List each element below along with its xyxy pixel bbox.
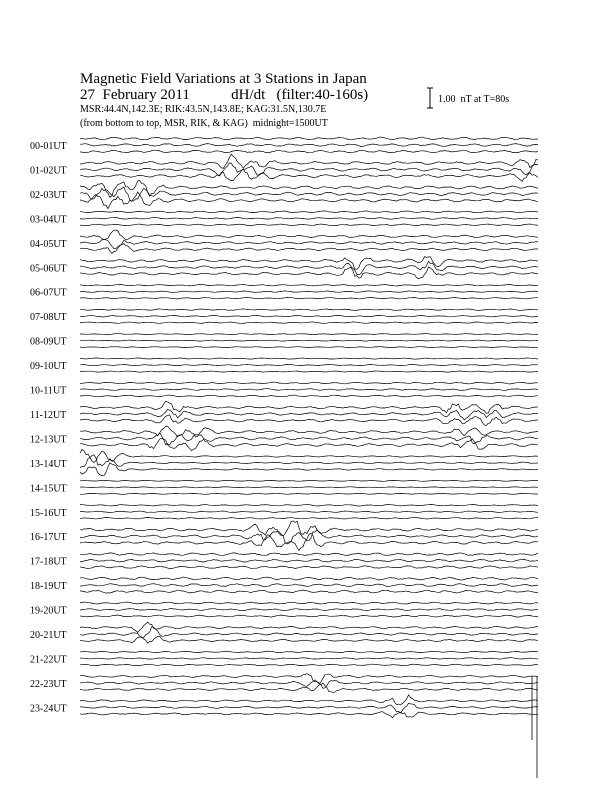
row-label: 21-22UT — [30, 654, 67, 666]
station-trace — [80, 409, 538, 420]
row-label: 01-02UT — [30, 165, 67, 177]
station-trace — [80, 449, 538, 462]
chart-title: Magnetic Field Variations at 3 Stations in Japan — [80, 71, 367, 87]
station-trace — [80, 315, 538, 317]
station-trace — [80, 285, 538, 287]
station-trace — [80, 553, 538, 556]
station-trace — [80, 340, 538, 341]
station-trace — [80, 609, 538, 611]
station-trace — [80, 291, 538, 293]
station-trace — [80, 163, 538, 176]
station-trace — [80, 395, 538, 397]
station-trace — [80, 511, 538, 513]
station-trace — [80, 559, 538, 562]
row-label: 13-14UT — [30, 458, 67, 470]
station-trace — [80, 438, 538, 450]
row-label: 19-20UT — [30, 605, 67, 617]
station-trace — [80, 154, 538, 168]
station-trace — [80, 144, 538, 147]
station-trace — [80, 382, 538, 384]
station-trace — [80, 371, 538, 372]
station-trace — [80, 615, 538, 617]
station-trace — [80, 590, 538, 593]
row-label: 12-13UT — [30, 434, 67, 446]
station-trace — [80, 211, 538, 213]
row-label: 00-01UT — [30, 141, 67, 152]
row-label: 03-04UT — [30, 214, 67, 226]
station-trace — [80, 584, 538, 587]
row-label: 05-06UT — [30, 263, 67, 275]
station-trace — [80, 334, 538, 335]
scale-bar-label: 1.00 nT at T=80s — [438, 94, 510, 105]
station-trace — [80, 267, 538, 279]
row-label: 09-10UT — [30, 361, 67, 373]
station-trace — [80, 180, 538, 197]
station-trace — [80, 364, 538, 365]
station-trace — [80, 664, 538, 666]
station-trace — [80, 622, 538, 632]
station-coordinates: MSR:44.4N,142.3E; RIK:43.5N,143.8E; KAG:31.5N,130.7E — [80, 104, 327, 115]
station-trace — [80, 505, 538, 507]
station-trace — [80, 433, 538, 445]
row-label: 17-18UT — [30, 556, 67, 568]
station-trace — [80, 651, 538, 653]
station-trace — [80, 389, 538, 391]
station-trace — [80, 426, 538, 437]
station-trace — [80, 695, 538, 705]
chart-date-and-quantity: 27 February 2011 dH/dt (filter:40-160s) — [80, 87, 369, 103]
station-trace — [80, 150, 538, 153]
station-trace — [80, 298, 538, 299]
station-trace — [80, 187, 538, 201]
station-trace — [80, 566, 538, 569]
station-trace — [80, 415, 538, 426]
station-trace — [80, 230, 538, 240]
station-trace — [80, 658, 538, 660]
station-trace — [80, 347, 538, 348]
station-trace — [80, 487, 538, 488]
station-trace — [80, 602, 538, 604]
station-trace — [80, 680, 538, 688]
station-trace — [80, 358, 538, 359]
station-trace — [80, 401, 538, 413]
station-trace — [80, 480, 538, 481]
station-trace — [80, 224, 538, 226]
station-trace — [80, 712, 538, 718]
row-label: 10-11UT — [30, 385, 67, 397]
station-trace — [80, 240, 538, 249]
station-trace — [80, 309, 538, 311]
station-order-note: (from bottom to top, MSR, RIK, & KAG) midnight=1500UT — [80, 118, 328, 129]
station-trace — [80, 674, 538, 684]
station-trace — [80, 322, 538, 324]
station-trace — [80, 463, 538, 476]
station-trace — [80, 137, 538, 140]
station-trace — [80, 577, 538, 580]
row-label: 20-21UT — [30, 630, 67, 641]
station-trace — [80, 521, 538, 536]
row-label: 15-16UT — [30, 507, 67, 519]
row-label: 23-24UT — [30, 703, 67, 715]
station-trace — [80, 218, 538, 220]
station-trace — [80, 493, 538, 494]
station-trace — [80, 636, 538, 643]
row-label: 14-15UT — [30, 483, 67, 495]
row-label: 22-23UT — [30, 678, 67, 690]
station-trace — [80, 244, 538, 254]
row-label: 16-17UT — [30, 532, 67, 544]
row-label: 07-08UT — [30, 312, 67, 324]
station-trace — [80, 703, 538, 713]
station-trace — [80, 169, 538, 181]
row-label: 11-12UT — [30, 409, 67, 421]
row-label: 08-09UT — [30, 336, 67, 348]
row-label: 04-05UT — [30, 238, 67, 250]
station-trace — [80, 518, 538, 520]
row-label: 06-07UT — [30, 287, 67, 299]
row-label: 18-19UT — [30, 581, 67, 593]
row-label: 02-03UT — [30, 189, 67, 201]
